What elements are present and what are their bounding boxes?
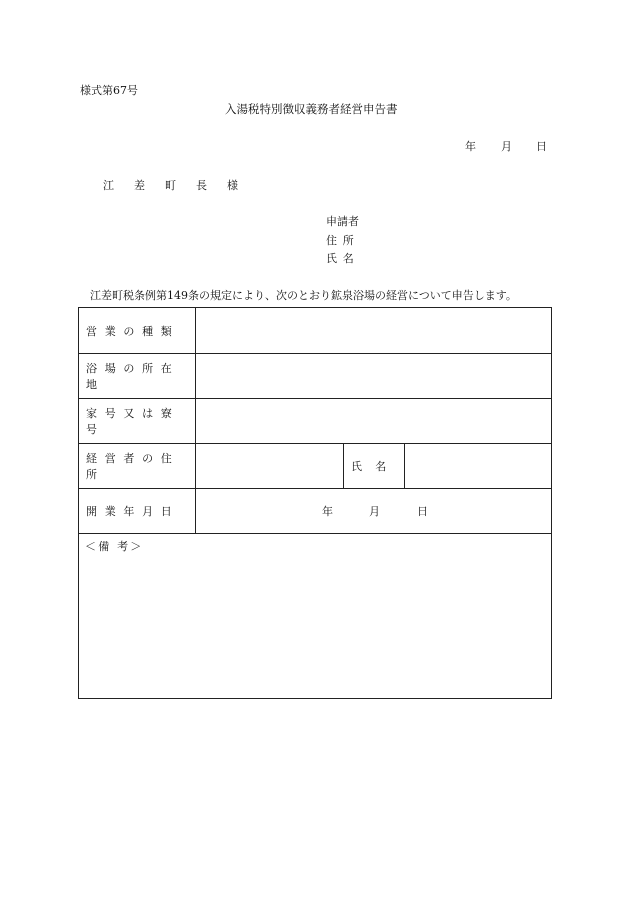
opening-date-month: 月: [369, 505, 380, 518]
applicant-name-label: 氏 名: [326, 252, 355, 265]
row-bath-location: [79, 353, 551, 399]
field-business-type[interactable]: [196, 308, 551, 353]
label-business-type: 営業の種類: [79, 308, 196, 353]
remarks-field[interactable]: [79, 558, 551, 698]
opening-date-day: 日: [417, 505, 428, 518]
label-house-name: 家号又は寮号: [79, 398, 196, 443]
field-opening-date[interactable]: [196, 488, 551, 533]
row-business-type: [79, 308, 551, 354]
date-day: 日: [536, 140, 547, 153]
field-bath-location[interactable]: [196, 353, 551, 398]
field-owner-address[interactable]: [196, 443, 344, 488]
opening-date-year: 年: [322, 505, 333, 518]
remarks-label: ＜備 考＞: [85, 540, 144, 553]
label-owner-name: 氏名: [345, 443, 405, 488]
applicant-address-label: 住 所: [326, 234, 355, 247]
applicant-label: 申請者: [326, 215, 359, 228]
label-bath-location: 浴場の所在地: [79, 353, 196, 398]
document-title: 入湯税特別徴収義務者経営申告書: [225, 102, 398, 116]
form-number: 様式第67号: [80, 84, 138, 97]
date-year: 年: [465, 140, 476, 153]
declaration-text: 江差町税条例第149条の規定により、次のとおり鉱泉浴場の経営について申告します。: [90, 289, 517, 302]
date-month: 月: [501, 140, 512, 153]
row-house-name: [79, 398, 551, 444]
label-owner-address: 経営者の住所: [79, 443, 196, 488]
addressee: 江 差 町 長 様: [103, 179, 247, 192]
label-opening-date: 開業年月日: [79, 488, 196, 533]
row-owner-address: [79, 443, 551, 489]
field-house-name[interactable]: [196, 398, 551, 443]
form-table: [78, 307, 552, 699]
row-opening-date: [79, 488, 551, 534]
field-owner-name[interactable]: [405, 443, 551, 488]
